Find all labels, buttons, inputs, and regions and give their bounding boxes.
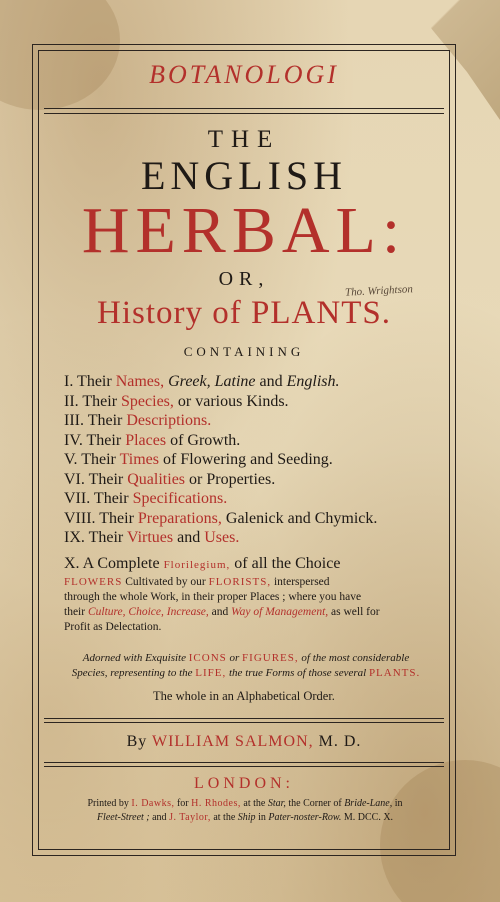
contents-list	[64, 372, 450, 548]
list-item: VIII. Their Preparations, Galenick and Chymick.	[64, 509, 378, 527]
top-rule-thin	[44, 113, 444, 114]
list-item: VI. Their Qualities or Properties.	[64, 470, 276, 488]
list-item: V. Their Times of Flowering and Seeding.	[64, 451, 333, 468]
list-item: I. Their Names, Greek, Latine and English.	[64, 373, 340, 390]
top-rule	[44, 108, 444, 109]
list-item: III. Their Descriptions.	[64, 412, 212, 429]
list-item: II. Their Species, or various Kinds.	[64, 392, 289, 410]
title-english: ENGLISH	[140, 153, 348, 198]
imprint-rule-thin	[44, 766, 444, 767]
title-history: History of PLANTS.	[97, 295, 391, 331]
order-line: The whole in an Alphabetical Order.	[153, 689, 335, 703]
adorned-text: Adorned with Exquisite ICONS or FIGURES, of the most considerable Species, representing to the LIFE, the true Forms of those several PLANTS.	[71, 652, 421, 679]
containing-label: CONTAINING	[183, 344, 305, 359]
handwritten-signature: Tho. Wrightson	[344, 283, 414, 299]
title-the: THE	[207, 126, 281, 153]
list-item: IV. Their Places of Growth.	[64, 431, 241, 449]
top-title: BOTANOLOGI	[149, 60, 339, 89]
list-item: VII. Their Specifications.	[64, 490, 228, 507]
author-line: By WILLIAM SALMON, M. D.	[126, 733, 362, 750]
author-rule-top	[44, 718, 444, 719]
imprint-city: LONDON:	[194, 775, 294, 792]
imprint-text: Printed by I. Dawks, for H. Rhodes, at the Star, the Corner of Bride-Lane, in Fleet-Street ; and J. Taylor, at the Ship in Pater-noster-Row. M. DCC. X.	[87, 798, 403, 823]
title-herbal: HERBAL:	[81, 194, 407, 267]
item-x: X. A Complete Florilegium, of all the Choice FLOWERS Cultivated by our FLORISTS, interspersed through the whole Work, in their proper Places ; where you have their Culture, Choice, Increase, and Way of Management, as well for Profit as Delectation.	[64, 555, 380, 633]
imprint-rule	[44, 762, 444, 763]
list-item: IX. Their Virtues and Uses.	[64, 529, 240, 546]
title-or: OR,	[218, 268, 270, 290]
author-rule-top-thin	[44, 722, 444, 723]
